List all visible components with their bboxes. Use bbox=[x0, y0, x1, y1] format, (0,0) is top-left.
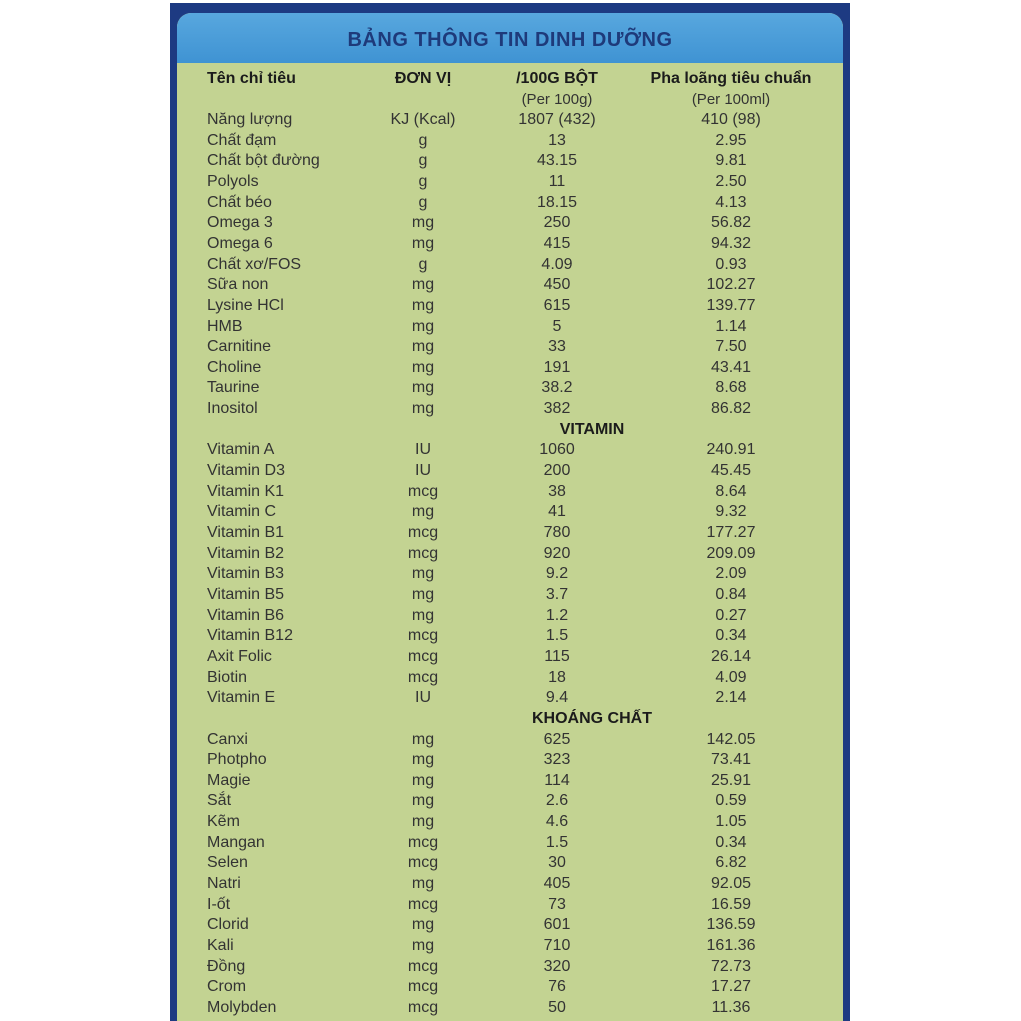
per-100ml-value: 1.14 bbox=[715, 317, 747, 335]
per-100g-value: 1.5 bbox=[545, 833, 569, 851]
per-100ml-value: 2.14 bbox=[715, 689, 747, 707]
nutrient-name: Sắt bbox=[207, 792, 232, 810]
per-100g-value: 323 bbox=[543, 751, 571, 769]
per-100g-value: 320 bbox=[543, 957, 571, 975]
nutrient-name: Vitamin B5 bbox=[207, 585, 285, 603]
unit-cell: mg bbox=[411, 317, 435, 335]
nutrient-name: Selen bbox=[207, 854, 248, 872]
nutrient-name: Magie bbox=[207, 771, 251, 789]
unit-cell: mcg bbox=[407, 998, 439, 1016]
header-per-powder-sub: (Per 100g) bbox=[521, 91, 593, 108]
table-row bbox=[177, 978, 843, 999]
unit-cell: g bbox=[418, 131, 428, 149]
unit-cell: mcg bbox=[407, 627, 439, 645]
per-100ml-value: 0.27 bbox=[715, 606, 747, 624]
per-100g-value: 2.6 bbox=[545, 792, 569, 810]
table-row bbox=[177, 586, 843, 607]
per-100g-value: 450 bbox=[543, 276, 571, 294]
table-row bbox=[177, 194, 843, 215]
table-row bbox=[177, 545, 843, 566]
per-100ml-value: 9.32 bbox=[715, 503, 747, 521]
per-100g-value: 33 bbox=[548, 338, 566, 356]
per-100ml-value: 2.50 bbox=[715, 172, 747, 190]
table-row bbox=[177, 318, 843, 339]
nutrient-name: Taurine bbox=[207, 379, 260, 397]
per-100g-value: 38 bbox=[548, 482, 566, 500]
per-100ml-value: 209.09 bbox=[706, 544, 756, 562]
table-row bbox=[177, 400, 843, 421]
per-100ml-value: 161.36 bbox=[706, 937, 756, 954]
nutrient-name: Vitamin D3 bbox=[207, 462, 285, 480]
per-100g-value: 114 bbox=[544, 771, 570, 789]
unit-cell: mg bbox=[411, 338, 435, 356]
unit-cell: mg bbox=[411, 234, 435, 252]
per-100g-value: 200 bbox=[543, 462, 571, 480]
per-100g-value: 250 bbox=[543, 214, 571, 232]
unit-cell: g bbox=[418, 255, 428, 273]
nutrient-name: Vitamin B1 bbox=[207, 524, 285, 541]
per-100ml-value: 56.82 bbox=[710, 214, 752, 232]
nutrient-name: Molybden bbox=[207, 998, 277, 1016]
unit-cell: mcg bbox=[407, 854, 439, 872]
per-100ml-value: 25.91 bbox=[710, 771, 752, 789]
per-100g-value: 9.2 bbox=[545, 565, 569, 583]
per-100g-value: 415 bbox=[543, 234, 571, 252]
per-100g-value: 405 bbox=[543, 875, 571, 893]
per-100g-value: 50 bbox=[548, 998, 566, 1016]
table-row bbox=[177, 256, 843, 277]
unit-cell: mg bbox=[411, 792, 435, 810]
table-row bbox=[177, 173, 843, 194]
nutrient-name: Chất béo bbox=[207, 193, 272, 211]
per-100g-value: 710 bbox=[543, 937, 571, 954]
nutrient-name: Năng lượng bbox=[207, 111, 293, 128]
per-100ml-value: 0.34 bbox=[715, 833, 747, 851]
per-100g-value: 4.09 bbox=[541, 255, 573, 273]
table-row bbox=[177, 772, 843, 793]
unit-cell: IU bbox=[415, 689, 431, 707]
header-name: Tên chỉ tiêu bbox=[207, 70, 296, 87]
unit-cell: mg bbox=[411, 296, 435, 314]
nutrient-name: Kali bbox=[207, 937, 234, 954]
table-row bbox=[177, 132, 843, 153]
table-title: BẢNG THÔNG TIN DINH DƯỠNG bbox=[347, 28, 673, 51]
nutrient-name: I-ốt bbox=[207, 895, 231, 913]
table-row bbox=[177, 607, 843, 628]
per-100ml-value: 11.36 bbox=[711, 998, 751, 1016]
unit-cell: mcg bbox=[407, 957, 439, 975]
unit-cell: mg bbox=[411, 379, 435, 397]
nutrient-name: Natri bbox=[207, 875, 241, 893]
nutrient-name: Omega 3 bbox=[207, 214, 273, 232]
unit-cell: KJ (Kcal) bbox=[390, 111, 456, 128]
per-100ml-value: 8.64 bbox=[715, 482, 747, 500]
per-100g-value: 73 bbox=[548, 895, 566, 913]
per-100ml-value: 1.05 bbox=[715, 813, 747, 831]
per-100ml-value: 177.27 bbox=[706, 524, 756, 541]
nutrient-name: Carnitine bbox=[207, 338, 272, 356]
table-row bbox=[177, 379, 843, 400]
unit-cell: mg bbox=[411, 875, 435, 893]
unit-cell: IU bbox=[415, 462, 431, 480]
table-row bbox=[177, 792, 843, 813]
nutrient-name: Đồng bbox=[207, 957, 246, 975]
nutrient-name: Chất bột đường bbox=[207, 152, 320, 170]
section-heading: VITAMIN bbox=[559, 420, 625, 438]
nutrient-name: Chất đạm bbox=[207, 131, 277, 149]
table-row bbox=[177, 297, 843, 318]
per-100g-value: 9.4 bbox=[545, 689, 569, 707]
table-row bbox=[177, 441, 843, 462]
nutrient-name: Photpho bbox=[207, 751, 267, 769]
per-100g-value: 615 bbox=[543, 296, 571, 314]
per-100ml-value: 73.41 bbox=[710, 751, 752, 769]
table-row bbox=[177, 669, 843, 690]
per-100ml-value: 240.91 bbox=[706, 441, 756, 459]
nutrition-panel bbox=[170, 3, 850, 1021]
unit-cell: mcg bbox=[407, 647, 439, 665]
nutrient-name: Mangan bbox=[207, 833, 265, 851]
unit-cell: IU bbox=[415, 441, 431, 459]
per-100ml-value: 8.68 bbox=[715, 379, 747, 397]
unit-cell: g bbox=[418, 193, 428, 211]
per-100g-value: 1.5 bbox=[545, 627, 569, 645]
per-100ml-value: 94.32 bbox=[710, 234, 752, 252]
nutrient-name: Vitamin B12 bbox=[207, 627, 293, 645]
table-row bbox=[177, 565, 843, 586]
per-100g-value: 625 bbox=[543, 730, 571, 748]
per-100ml-value: 0.34 bbox=[715, 627, 747, 645]
per-100g-value: 3.7 bbox=[545, 585, 569, 603]
nutrient-name: Choline bbox=[207, 358, 262, 376]
per-100g-value: 1.2 bbox=[545, 606, 569, 624]
unit-cell: mg bbox=[411, 606, 435, 624]
per-100g-value: 780 bbox=[543, 524, 571, 541]
nutrient-name: Canxi bbox=[207, 730, 248, 748]
nutrient-name: Biotin bbox=[207, 668, 248, 686]
per-100ml-value: 102.27 bbox=[706, 276, 756, 294]
per-100g-value: 76 bbox=[548, 978, 566, 996]
per-100g-value: 13 bbox=[548, 131, 566, 149]
per-100ml-value: 2.09 bbox=[715, 565, 747, 583]
unit-cell: mg bbox=[411, 813, 435, 831]
per-100g-value: 191 bbox=[543, 358, 571, 376]
per-100ml-value: 2.95 bbox=[715, 131, 747, 149]
nutrient-name: Omega 6 bbox=[207, 234, 273, 252]
table-row bbox=[177, 338, 843, 359]
nutrient-name: Inositol bbox=[207, 400, 258, 418]
unit-cell: mcg bbox=[407, 544, 439, 562]
table-row bbox=[177, 503, 843, 524]
per-100ml-value: 86.82 bbox=[710, 400, 752, 418]
per-100g-value: 601 bbox=[543, 916, 571, 934]
per-100g-value: 4.6 bbox=[545, 813, 569, 831]
unit-cell: mcg bbox=[407, 668, 439, 686]
unit-cell: mg bbox=[411, 771, 435, 789]
header-per-powder: /100G BỘT bbox=[516, 70, 598, 87]
table-row bbox=[177, 483, 843, 504]
unit-cell: mcg bbox=[407, 833, 439, 851]
per-100ml-value: 6.82 bbox=[715, 854, 747, 872]
unit-cell: mcg bbox=[407, 895, 439, 913]
nutrient-name: Vitamin E bbox=[207, 689, 276, 707]
per-100g-value: 1060 bbox=[539, 441, 575, 459]
per-100g-value: 18.15 bbox=[536, 193, 578, 211]
nutrient-name: Vitamin B6 bbox=[207, 606, 285, 624]
per-100ml-value: 410 (98) bbox=[701, 111, 761, 128]
per-100ml-value: 4.09 bbox=[715, 668, 747, 686]
per-100g-value: 920 bbox=[543, 544, 571, 562]
nutrient-name: Vitamin K1 bbox=[207, 482, 285, 500]
per-100g-value: 1807 (432) bbox=[518, 111, 596, 128]
table-row bbox=[177, 896, 843, 917]
table-row bbox=[177, 648, 843, 669]
nutrient-name: Axit Folic bbox=[207, 647, 272, 665]
per-100g-value: 30 bbox=[548, 854, 566, 872]
table-row bbox=[177, 937, 843, 958]
unit-cell: g bbox=[418, 172, 428, 190]
per-100ml-value: 0.93 bbox=[715, 255, 747, 273]
table-row bbox=[177, 813, 843, 834]
table-row bbox=[177, 751, 843, 772]
unit-cell: mg bbox=[411, 276, 435, 294]
per-100ml-value: 4.13 bbox=[715, 193, 747, 211]
nutrient-name: HMB bbox=[207, 317, 243, 335]
nutrient-name: Chất xơ/FOS bbox=[207, 255, 302, 273]
per-100g-value: 382 bbox=[543, 400, 571, 418]
table-row bbox=[177, 689, 843, 710]
section-heading: KHOÁNG CHẤT bbox=[532, 709, 652, 727]
per-100ml-value: 92.05 bbox=[710, 875, 752, 893]
nutrient-name: Lysine HCl bbox=[207, 296, 284, 314]
unit-cell: g bbox=[418, 152, 428, 170]
per-100g-value: 41 bbox=[548, 503, 566, 521]
unit-cell: mcg bbox=[407, 978, 439, 996]
table-row bbox=[177, 214, 843, 235]
unit-cell: mg bbox=[411, 937, 435, 954]
nutrient-name: Clorid bbox=[207, 916, 249, 934]
per-100ml-value: 139.77 bbox=[706, 296, 756, 314]
unit-cell: mg bbox=[411, 730, 435, 748]
unit-cell: mg bbox=[411, 358, 435, 376]
nutrient-name: Vitamin B2 bbox=[207, 544, 285, 562]
nutrient-name: Sữa non bbox=[207, 276, 269, 294]
table-row bbox=[177, 999, 843, 1020]
table-row bbox=[177, 152, 843, 173]
per-100ml-value: 72.73 bbox=[710, 957, 752, 975]
nutrient-name: Vitamin A bbox=[207, 441, 275, 459]
unit-cell: mg bbox=[411, 214, 435, 232]
per-100ml-value: 17.27 bbox=[710, 978, 752, 996]
table-row bbox=[177, 524, 843, 545]
per-100g-value: 11 bbox=[548, 172, 566, 190]
nutrient-name: Vitamin C bbox=[207, 503, 277, 521]
table-row bbox=[177, 462, 843, 483]
nutrient-name: Kẽm bbox=[207, 813, 240, 831]
table-row bbox=[177, 834, 843, 855]
per-100ml-value: 9.81 bbox=[715, 152, 747, 170]
per-100ml-value: 45.45 bbox=[710, 462, 752, 480]
table-row bbox=[177, 627, 843, 648]
table-row bbox=[177, 854, 843, 875]
table-row bbox=[177, 916, 843, 937]
table-row bbox=[177, 111, 843, 132]
per-100ml-value: 142.05 bbox=[706, 730, 756, 748]
per-100ml-value: 0.84 bbox=[715, 585, 747, 603]
header-per-diluted-sub: (Per 100ml) bbox=[691, 91, 771, 108]
title-bar bbox=[177, 13, 843, 63]
header-unit: ĐƠN VỊ bbox=[394, 70, 452, 87]
nutrient-name: Vitamin B3 bbox=[207, 565, 285, 583]
table-row bbox=[177, 359, 843, 380]
per-100g-value: 38.2 bbox=[541, 379, 573, 397]
per-100ml-value: 43.41 bbox=[710, 358, 752, 376]
unit-cell: mg bbox=[411, 400, 435, 418]
unit-cell: mcg bbox=[407, 524, 439, 541]
nutrient-name: Polyols bbox=[207, 172, 259, 190]
unit-cell: mcg bbox=[407, 482, 439, 500]
per-100g-value: 18 bbox=[548, 668, 566, 686]
per-100g-value: 43.15 bbox=[536, 152, 578, 170]
table-row bbox=[177, 235, 843, 256]
unit-cell: mg bbox=[411, 916, 435, 934]
unit-cell: mg bbox=[411, 751, 435, 769]
table-row bbox=[177, 276, 843, 297]
per-100ml-value: 16.59 bbox=[710, 895, 752, 913]
table-row bbox=[177, 731, 843, 752]
unit-cell: mg bbox=[411, 585, 435, 603]
header-per-diluted: Pha loãng tiêu chuẩn bbox=[650, 70, 812, 87]
per-100ml-value: 0.59 bbox=[715, 792, 747, 810]
per-100g-value: 5 bbox=[552, 317, 562, 335]
per-100ml-value: 7.50 bbox=[715, 338, 747, 356]
nutrition-table bbox=[177, 13, 843, 1021]
per-100ml-value: 136.59 bbox=[706, 916, 756, 934]
per-100g-value: 115 bbox=[544, 647, 570, 665]
table-row bbox=[177, 958, 843, 979]
table-row bbox=[177, 875, 843, 896]
unit-cell: mg bbox=[411, 503, 435, 521]
unit-cell: mg bbox=[411, 565, 435, 583]
nutrient-name: Crom bbox=[207, 978, 247, 996]
per-100ml-value: 26.14 bbox=[710, 647, 752, 665]
